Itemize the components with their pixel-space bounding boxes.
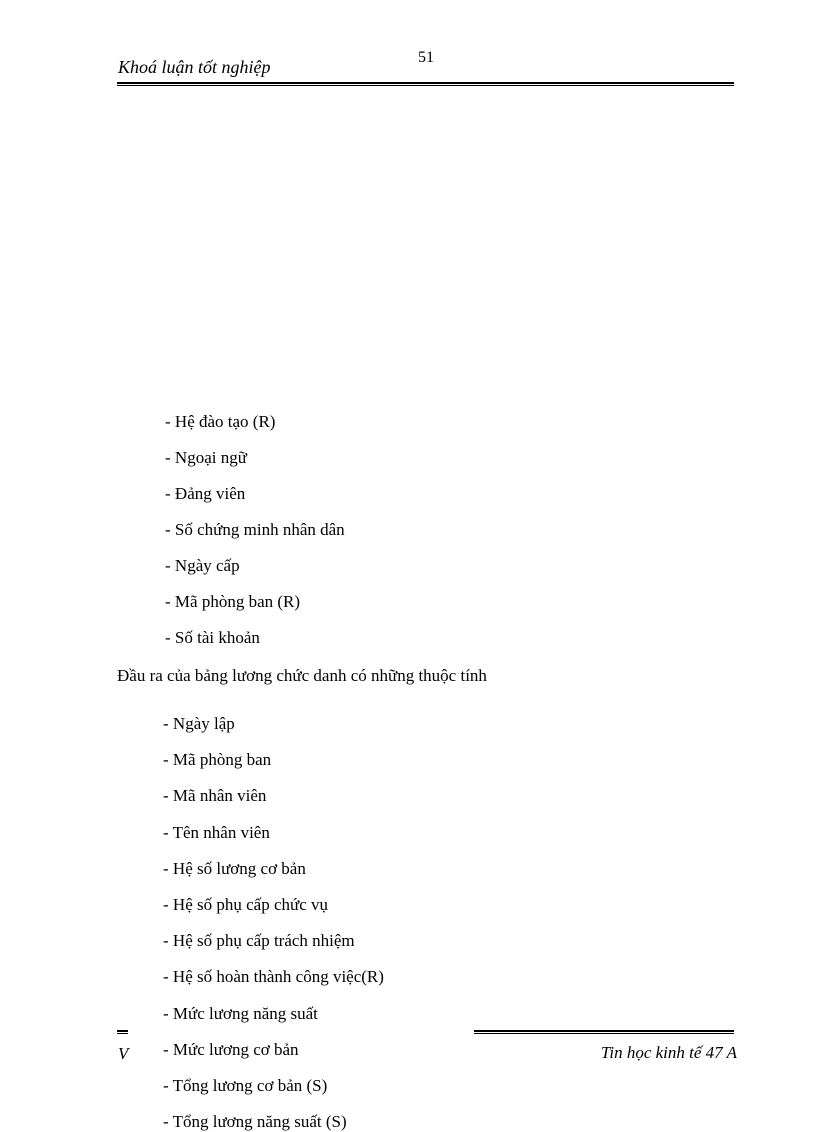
header-rule — [117, 82, 734, 86]
footer-right-text: Tin học kinh tế 47 A — [600, 1043, 737, 1062]
list-item: - Hệ số hoàn thành công việc(R) — [163, 967, 384, 987]
list-item: - Mã phòng ban (R) — [165, 592, 301, 611]
list-item: - Hệ số phụ cấp chức vụ — [163, 895, 328, 914]
list-item: - Ngày lập — [163, 714, 235, 733]
list-item: - Mức lương cơ bản — [163, 1039, 299, 1059]
list-item: - Hệ số phụ cấp trách nhiệm — [163, 931, 355, 951]
header-title: Khoá luận tốt nghiệp — [118, 57, 271, 77]
list-item: - Ngày cấp — [165, 556, 240, 575]
list-item: - Mã phòng ban — [163, 750, 272, 770]
footer-left-text: V — [118, 1044, 129, 1063]
list-item: - Số chứng minh nhân dân — [165, 520, 345, 539]
list-item: - Mức lương năng suất — [163, 1003, 318, 1023]
footer-rule-left — [117, 1030, 128, 1034]
list-item: - Mã nhân viên — [163, 786, 267, 806]
list-item: - Hệ số lương cơ bản — [163, 858, 306, 878]
output-intro: Đầu ra của bảng lương chức danh có những thuộc tính — [117, 666, 487, 685]
list-item: - Số tài khoản — [165, 628, 260, 647]
list-item: - Tổng lương cơ bản (S) — [163, 1076, 328, 1095]
list-item: - Đảng viên — [165, 484, 246, 503]
list-item: - Tổng lương năng suất (S) — [163, 1112, 347, 1132]
list-item: - Tên nhân viên — [163, 822, 270, 842]
list-item: - Ngoại ngữ — [165, 448, 247, 467]
page-number: 51 — [418, 49, 434, 66]
list-item: - Hệ đào tạo (R) — [165, 412, 276, 431]
footer-rule-right — [474, 1030, 734, 1034]
